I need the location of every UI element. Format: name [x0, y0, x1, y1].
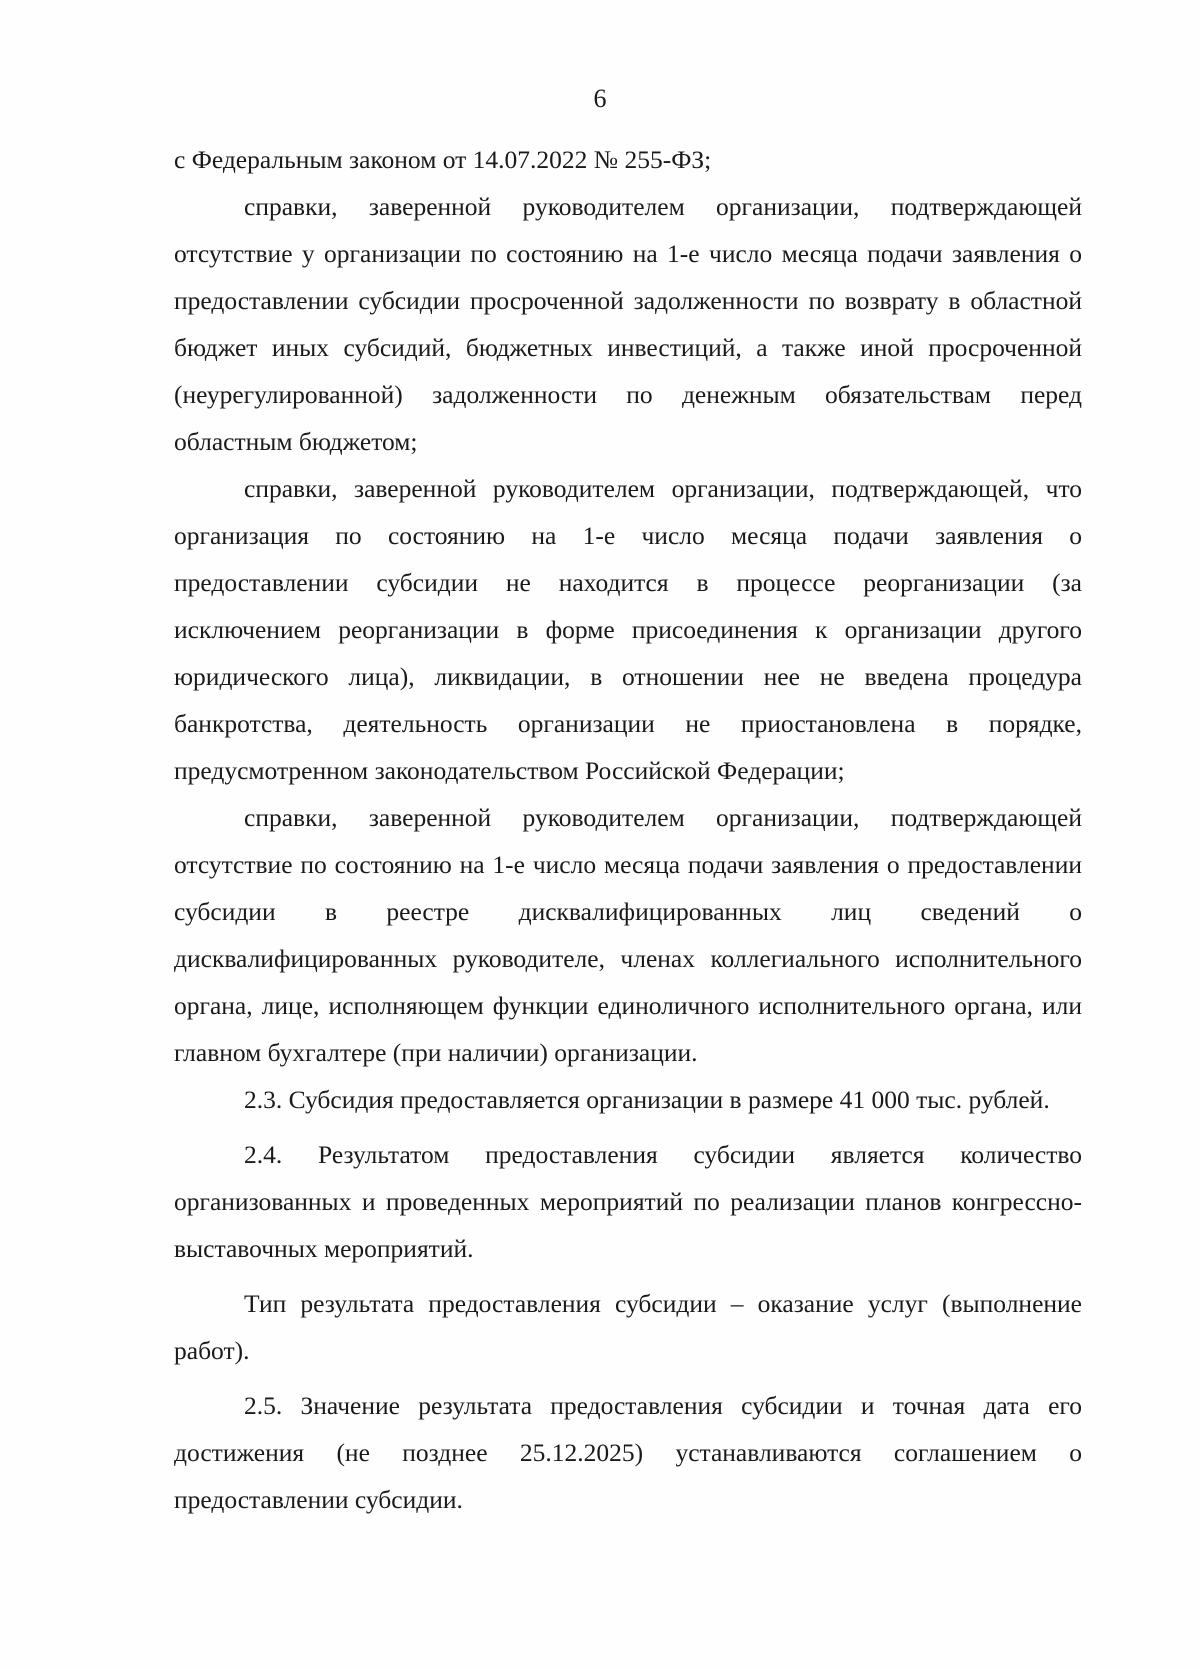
document-body [174, 136, 1082, 1523]
page-number: 6 [593, 84, 607, 113]
paragraph-6: 2.4. Результатом предоставления субсидии является количество организованных и проведенных мероприятий по реализации планов конгрессно-выставочных мероприятий. [174, 1140, 1082, 1263]
paragraph-2: справки, заверенной руководителем организации, подтверждающей отсутствие у организации по состоянию на 1-е число месяца подачи заявления о предоставлении субсидии просроченной задолженности по возврату в областной бюджет иных субсидий, бюджетных инвестиций, а также иной просроченной (неурегулированной) задолженности по денежным обязательствам перед областным бюджетом; [174, 192, 1082, 456]
paragraph-8: 2.5. Значение результата предоставления субсидии и точная дата его достижения (не позднее 25.12.2025) устанавливаются соглашением о предоставлении субсидии. [174, 1391, 1082, 1514]
paragraph-5: 2.3. Субсидия предоставляется организации в размере 41 000 тыс. рублей. [244, 1085, 1050, 1114]
paragraph-4: справки, заверенной руководителем организации, подтверждающей отсутствие по состоянию на 1-е число месяца подачи заявления о предоставлении субсидии в реестре дисквалифицированных лиц сведений о дисквалифицированных руководителе, членах коллегиального исполнительного органа, лице, исполняющем функции единоличного исполнительного органа, или главном бухгалтере (при наличии) организации. [174, 803, 1082, 1067]
paragraph-1: с Федеральным законом от 14.07.2022 № 255-ФЗ; [174, 145, 712, 174]
paragraph-7: Тип результата предоставления субсидии – оказание услуг (выполнение работ). [174, 1289, 1082, 1365]
paragraph-3: справки, заверенной руководителем организации, подтверждающей, что организация по состоянию на 1-е число месяца подачи заявления о предоставлении субсидии не находится в процессе реорганизации (за исключением реорганизации в форме присоединения к организации другого юридического лица), ликвидации, в отношении нее не введена процедура банкротства, деятельность организации не приостановлена в порядке, предусмотренном законодательством Российской Федерации; [174, 474, 1082, 785]
